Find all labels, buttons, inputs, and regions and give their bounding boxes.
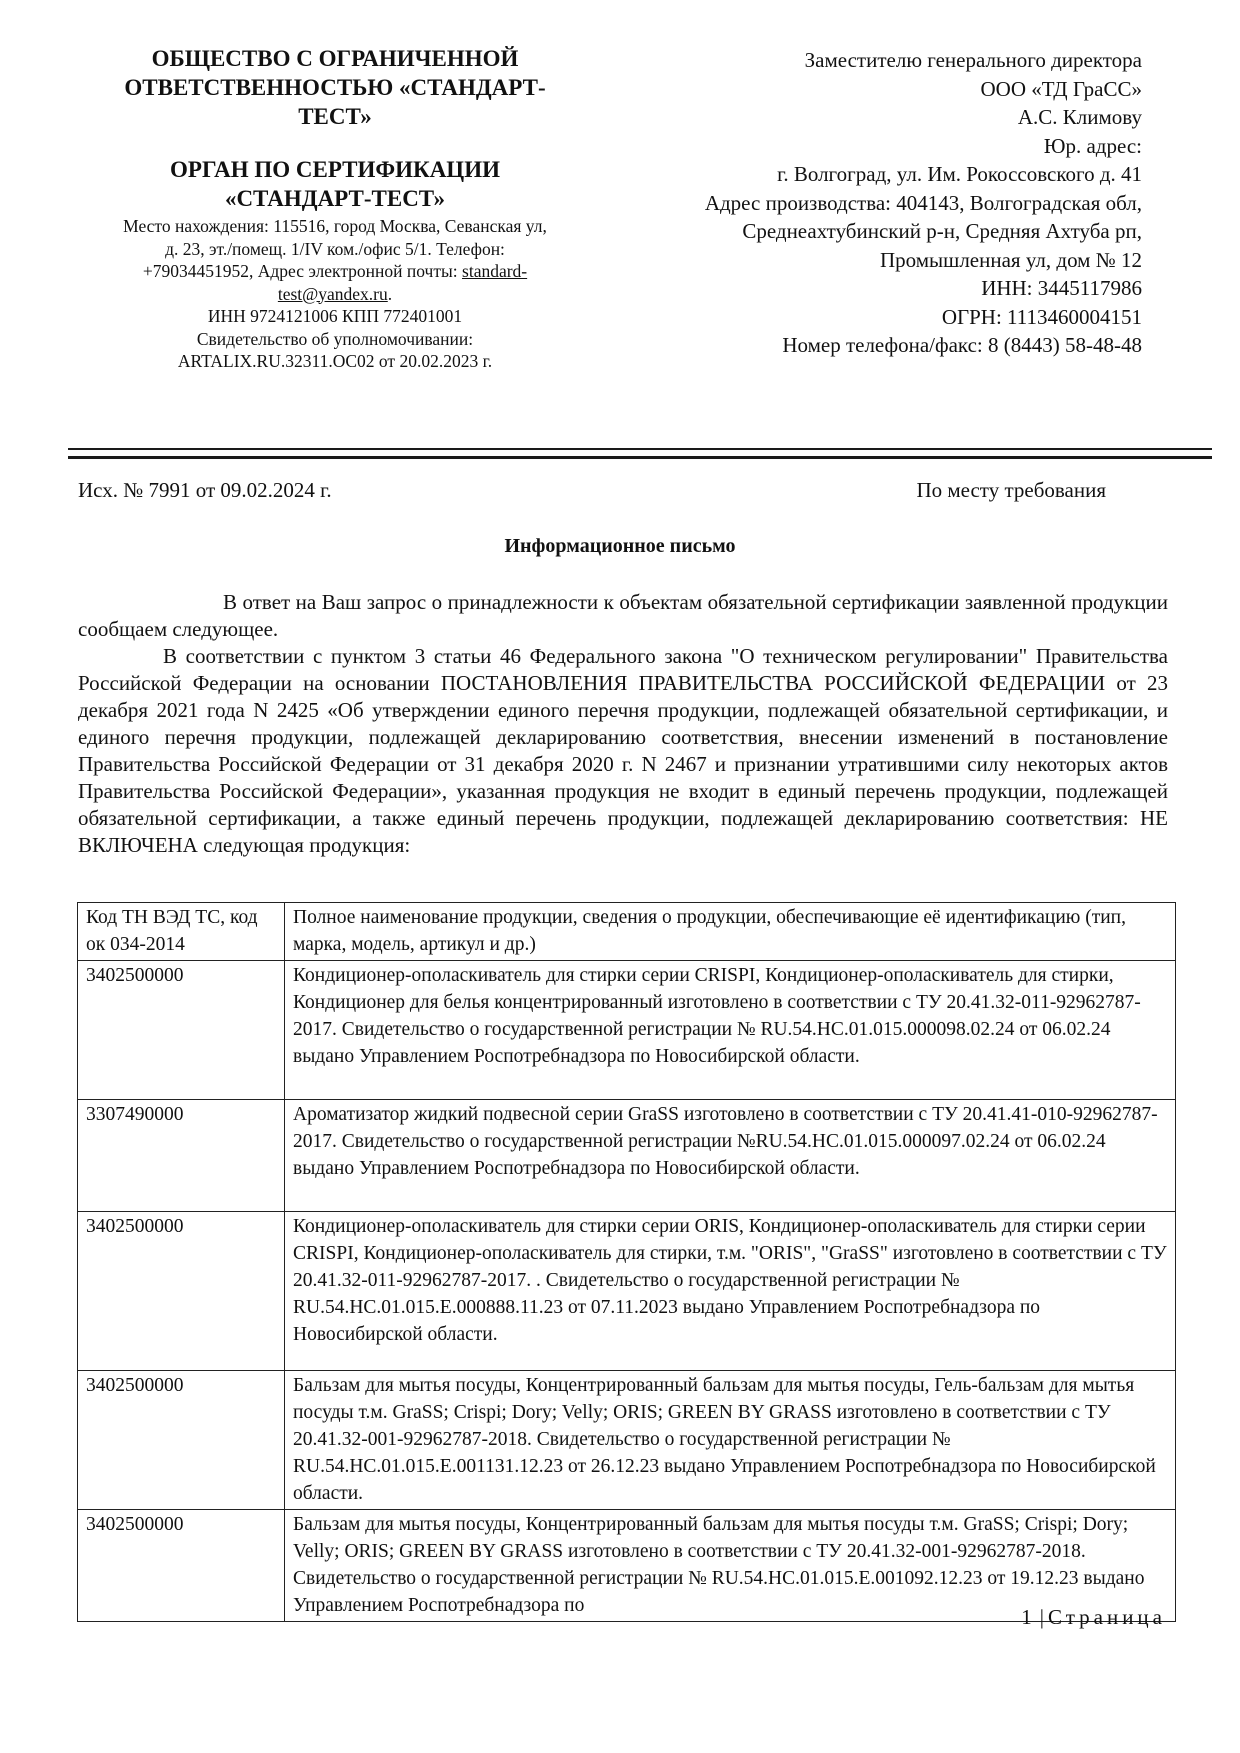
email-suffix: . [387, 283, 393, 304]
body-paragraph: В соответствии с пунктом 3 статьи 46 Федерального закона "О техническом регулировании" Правительства Российской Федерации на основании ПОСТАНОВЛЕНИЯ ПРАВИТЕЛЬСТВА РОССИЙСКОЙ ФЕДЕРАЦИИ от 23 декабря 2021 года N 2425 «Об утверждении единого перечня продукции, подлежащей обязательной сертификации, и единого перечня продукции, подлежащей декларированию соответствия, внесении изменений в постановление Правительства Российской Федерации от 31 декабря 2020 г. N 2467 и признании утратившими силу некоторых актов Правительства Российской Федерации», указанная продукция не входит в единый перечень продукции, подлежащей обязательной сертификации, а также единый перечень продукции, подлежащей декларированию соответствия: НЕ ВКЛЮЧЕНА следующая продукция: [78, 644, 1168, 857]
cell-description: Кондиционер-ополаскиватель для стирки серии ORIS, Кондиционер-ополаскиватель для стирки серии CRISPI, Кондиционер-ополаскиватель для стирки, т.м. "ORIS", "GraSS" изготовлено в соответствии с ТУ 20.41.32-011-92962787-2017. . Свидетельство о государственной регистрации № RU.54.НС.01.015.Е.000888.11.23 от 07.11.2023 выдано Управлением Роспотребнадзора по Новосибирской области. [285, 1212, 1176, 1371]
sender-address-line: Место нахождения: 115516, город Москва, Севанская ул, [123, 216, 547, 236]
email-link[interactable]: test@yandex.ru [277, 283, 388, 304]
addressee-line: ОГРН: 1113460004151 [941, 304, 1142, 329]
addressee-line: Заместителю генерального директора [804, 48, 1142, 72]
page-number-value: 1 [1021, 1605, 1036, 1629]
page-label: Страница [1047, 1605, 1166, 1629]
addressee-line: А.С. Климову [1017, 105, 1142, 129]
table-row [78, 1212, 1176, 1371]
sender-block [70, 44, 600, 373]
org-name-line: ОБЩЕСТВО С ОГРАНИЧЕННОЙ [151, 46, 519, 71]
sender-email-continued [70, 283, 600, 306]
header-divider-top [68, 448, 1212, 450]
letter-body [78, 589, 1168, 859]
page-separator: | [1039, 1605, 1044, 1629]
document-title: Информационное письмо [504, 535, 736, 557]
authority-value: ARTALIX.RU.32311.OC02 от 20.02.2023 г. [177, 351, 493, 371]
cell-code: 3307490000 [78, 1100, 285, 1212]
header-description: Полное наименование продукции, сведения о продукции, обеспечивающие её идентификацию (тип, марка, модель, артикул и др.) [285, 903, 1176, 961]
table-row [78, 1510, 1176, 1622]
addressee-line: ИНН: 3445117986 [981, 276, 1142, 300]
cell-code: 3402500000 [78, 1371, 285, 1510]
cell-description: Кондиционер-ополаскиватель для стирки серии CRISPI, Кондиционер-ополаскиватель для стирки, Кондиционер для белья концентрированный изготовлено в соответствии с ТУ 20.41.32-011-92962787-2017. Свидетельство о государственной регистрации № RU.54.НС.01.015.000098.02.24 от 06.02.24 выдано Управлением Роспотребнадзора по Новосибирской области. [285, 961, 1176, 1100]
products-table [77, 902, 1176, 1622]
sender-phone-email [70, 260, 600, 283]
addressee-line: г. Волгоград, ул. Им. Рокоссовского д. 41 [777, 162, 1142, 186]
phone-email-label: +79034451952, Адрес электронной почты: [142, 261, 463, 281]
sender-inn-kpp: ИНН 9724121006 КПП 772401001 [207, 306, 463, 326]
header-divider-bottom [68, 456, 1212, 459]
certification-body-name [70, 155, 600, 213]
header-code: Код ТН ВЭД ТС, код ок 034-2014 [78, 903, 285, 961]
addressee-line: Адрес производства: 404143, Волгоградская обл, [704, 190, 1142, 215]
cell-description: Бальзам для мытья посуды, Концентрированный бальзам для мытья посуды, Гель-бальзам для мытья посуды т.м. GraSS; Crispi; Dory; Velly; ORIS; GREEN BY GRASS изготовлено в соответствии с ТУ 20.41.32-001-92962787-2018. Свидетельство о государственной регистрации № RU.54.НС.01.015.Е.001131.12.23 от 26.12.23 выдано Управлением Роспотребнадзора по Новосибирской области. [285, 1371, 1176, 1510]
destination-note: По месту требования [916, 478, 1106, 502]
addressee-line: Номер телефона/факс: 8 (8443) 58-48-48 [782, 333, 1142, 357]
addressee-line: ООО «ТД ГраСС» [980, 76, 1142, 101]
cell-code: 3402500000 [78, 1212, 285, 1371]
sender-org-name [70, 44, 600, 131]
cell-code: 3402500000 [78, 961, 285, 1100]
table-row [78, 1100, 1176, 1212]
org-name-line: ОТВЕТСТВЕННОСТЬЮ «СТАНДАРТ- [124, 75, 546, 100]
email-link[interactable]: standard- [462, 261, 528, 281]
authority-label: Свидетельство об уполномочивании: [196, 328, 474, 349]
outgoing-reference: Исх. № 7991 от 09.02.2024 г. [78, 478, 332, 502]
org-name-line: ТЕСТ» [298, 104, 372, 129]
cell-description: Бальзам для мытья посуды, Концентрированный бальзам для мытья посуды т.м. GraSS; Crispi; Dory; Velly; ORIS; GREEN BY GRASS изготовлено в соответствии с ТУ 20.41.32-001-92962787-2018. Свидетельство о государственной регистрации № RU.54.НС.01.015.Е.001092.12.23 от 19.12.23 выдано Управлением Роспотребнадзора по [285, 1510, 1176, 1622]
page-number [1021, 1605, 1166, 1630]
cell-code: 3402500000 [78, 1510, 285, 1622]
sender-contact-info [70, 215, 600, 373]
addressee-line: Промышленная ул, дом № 12 [879, 247, 1142, 272]
body-name-line: «СТАНДАРТ-ТЕСТ» [224, 186, 446, 211]
body-paragraph: В ответ на Ваш запрос о принадлежности к объектам обязательной сертификации заявленной продукции сообщаем следующее. [78, 590, 1168, 641]
addressee-line: Среднеахтубинский р-н, Средняя Ахтуба рп, [742, 219, 1142, 243]
table-row [78, 961, 1176, 1100]
table-row [78, 1371, 1176, 1510]
sender-address-line: д. 23, эт./помещ. 1/IV ком./офис 5/1. Телефон: [165, 238, 505, 259]
cell-description: Ароматизатор жидкий подвесной серии GraSS изготовлено в соответствии с ТУ 20.41.41-010-92962787-2017. Свидетельство о государственной регистрации №RU.54.НС.01.015.000097.02.24 от 06.02.24 выдано Управлением Роспотребнадзора по Новосибирской области. [285, 1100, 1176, 1212]
addressee-line: Юр. адрес: [1043, 133, 1142, 158]
body-name-line: ОРГАН ПО СЕРТИФИКАЦИИ [170, 157, 500, 182]
addressee-block [582, 46, 1142, 360]
table-header-row [78, 903, 1176, 961]
